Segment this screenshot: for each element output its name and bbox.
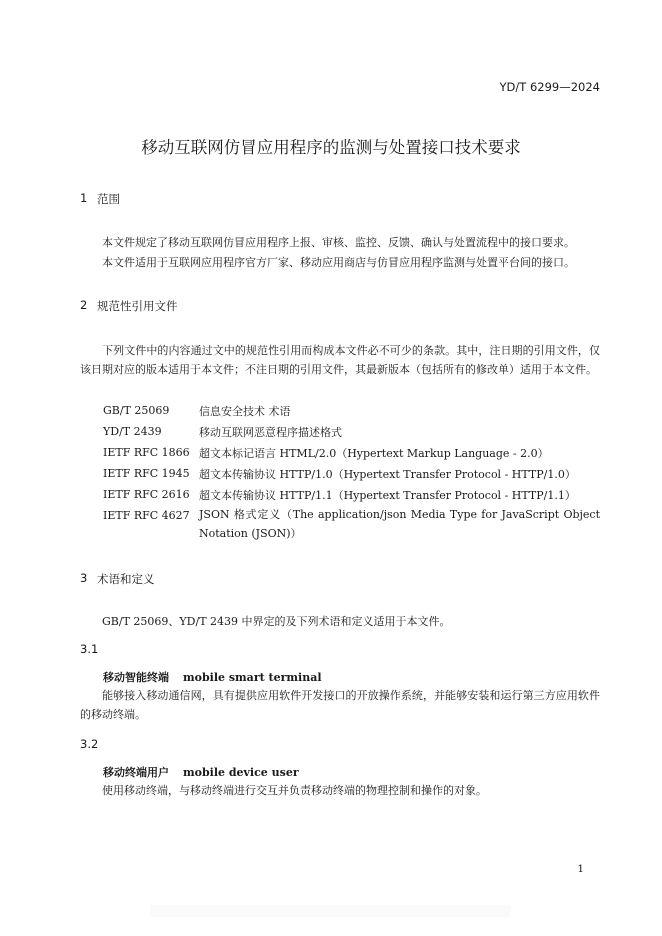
term-cn: 移动智能终端 <box>103 671 169 684</box>
scope-paragraph-2-text: 本文件适用于互联网应用程序官方厂家、移动应用商店与仿冒应用程序监测与处置平台间的接口。 <box>102 256 575 269</box>
term-definition <box>80 781 600 800</box>
section-2-heading: 规范性引用文件 <box>97 299 178 313</box>
reference-title: 超文本标记语言 HTML/2.0（Hypertext Markup Language - 2.0） <box>199 447 549 460</box>
reference-code: IETF RFC 4627 <box>103 509 190 522</box>
reference-code: GB/T 25069 <box>103 404 170 417</box>
section-1-heading: 范围 <box>97 192 120 206</box>
page-number: 1 <box>577 863 584 875</box>
term-definition <box>80 686 600 724</box>
scope-paragraph-1-text: 本文件规定了移动互联网仿冒应用程序上报、审核、监控、反馈、确认与处置流程中的接口要求。 <box>102 236 575 249</box>
section-3-number: 3 <box>80 571 88 585</box>
scope-paragraph-2 <box>80 253 600 272</box>
term-en: mobile device user <box>183 766 299 779</box>
terms-intro-text: GB/T 25069、YD/T 2439 中界定的及下列术语和定义适用于本文件。 <box>102 615 451 628</box>
footer-watermark-band <box>150 905 510 917</box>
document-title: 移动互联网仿冒应用程序的监测与处置接口技术要求 <box>141 138 521 157</box>
reference-title: 信息安全技术 术语 <box>199 405 291 418</box>
reference-title: 超文本传输协议 HTTP/1.0（Hypertext Transfer Protocol - HTTP/1.0） <box>199 468 576 481</box>
scope-paragraph-1 <box>80 233 600 252</box>
reference-code: IETF RFC 2616 <box>103 488 190 501</box>
reference-title: JSON 格式定义（The application/json Media Type for JavaScript Object Notation (JSON)） <box>199 508 600 540</box>
term-definition-text: 能够接入移动通信网，具有提供应用软件开发接口的开放操作系统，并能够安装和运行第三方应用软件的移动终端。 <box>80 689 600 721</box>
term-heading <box>103 669 322 685</box>
section-1-number: 1 <box>80 191 88 205</box>
section-2-number: 2 <box>80 298 88 312</box>
reference-code: IETF RFC 1866 <box>103 446 190 459</box>
term-number: 3.2 <box>80 737 99 751</box>
term-definition-text: 使用移动终端，与移动终端进行交互并负责移动终端的物理控制和操作的对象。 <box>102 784 487 797</box>
reference-title: 移动互联网恶意程序描述格式 <box>199 426 342 439</box>
normative-intro-text: 下列文件中的内容通过文中的规范性引用而构成本文件必不可少的条款。其中，注日期的引用文件，仅该日期对应的版本适用于本文件；不注日期的引用文件，其最新版本（包括所有的修改单）适用于本文件。 <box>80 344 600 376</box>
section-3-heading: 术语和定义 <box>97 572 155 586</box>
terms-intro <box>80 612 600 631</box>
term-cn: 移动终端用户 <box>103 766 169 779</box>
term-number: 3.1 <box>80 642 99 656</box>
term-heading <box>103 764 299 780</box>
standard-code: YD/T 6299—2024 <box>499 80 600 94</box>
normative-intro <box>80 341 600 379</box>
term-en: mobile smart terminal <box>183 671 322 684</box>
reference-title: 超文本传输协议 HTTP/1.1（Hypertext Transfer Protocol - HTTP/1.1） <box>199 489 576 502</box>
reference-code: YD/T 2439 <box>103 425 162 438</box>
reference-code: IETF RFC 1945 <box>103 467 190 480</box>
